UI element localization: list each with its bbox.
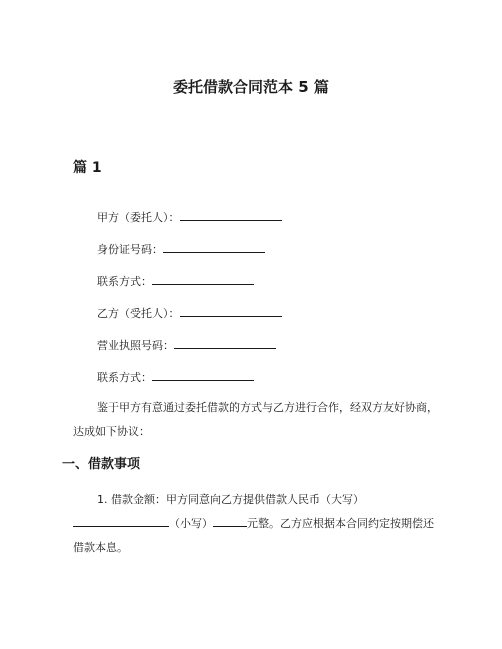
license-number-label: 营业执照号码：	[97, 339, 174, 352]
amount-number-blank	[213, 515, 247, 527]
clause-1-paragraph	[73, 488, 443, 560]
id-number-label: 身份证号码：	[97, 243, 163, 256]
subheading-loan-matters: 一、借款事项	[62, 457, 141, 472]
amount-words-blank	[73, 515, 169, 527]
clause-1-text-c: 元整。乙方应根据本合同约定按期偿还借款本息。	[73, 517, 434, 554]
id-number-blank	[163, 241, 265, 253]
intro-paragraph	[73, 396, 443, 444]
license-number-blank	[174, 337, 276, 349]
party-a-contact-blank	[152, 273, 254, 285]
party-b-contact-blank	[152, 369, 254, 381]
party-a-contact-field	[97, 273, 254, 290]
party-b-field	[97, 305, 282, 322]
party-a-label: 甲方（委托人）：	[97, 211, 180, 224]
clause-1-text-a: 1. 借款金额：甲方同意向乙方提供借款人民币（大写）	[97, 493, 364, 506]
party-a-blank	[180, 209, 282, 221]
party-a-contact-label: 联系方式：	[97, 275, 152, 288]
party-b-blank	[180, 305, 282, 317]
section-heading: 篇 1	[73, 160, 102, 176]
party-a-field	[97, 209, 282, 226]
clause-1-text-b: （小写）	[169, 517, 213, 530]
party-b-label: 乙方（受托人）：	[97, 307, 180, 320]
party-b-contact-field	[97, 369, 254, 386]
intro-text: 鉴于甲方有意通过委托借款的方式与乙方进行合作，经双方友好协商，达成如下协议：	[73, 401, 438, 438]
party-b-contact-label: 联系方式：	[97, 371, 152, 384]
document-title: 委托借款合同范本 5 篇	[173, 78, 329, 96]
license-number-field	[97, 337, 276, 354]
id-number-field	[97, 241, 265, 258]
